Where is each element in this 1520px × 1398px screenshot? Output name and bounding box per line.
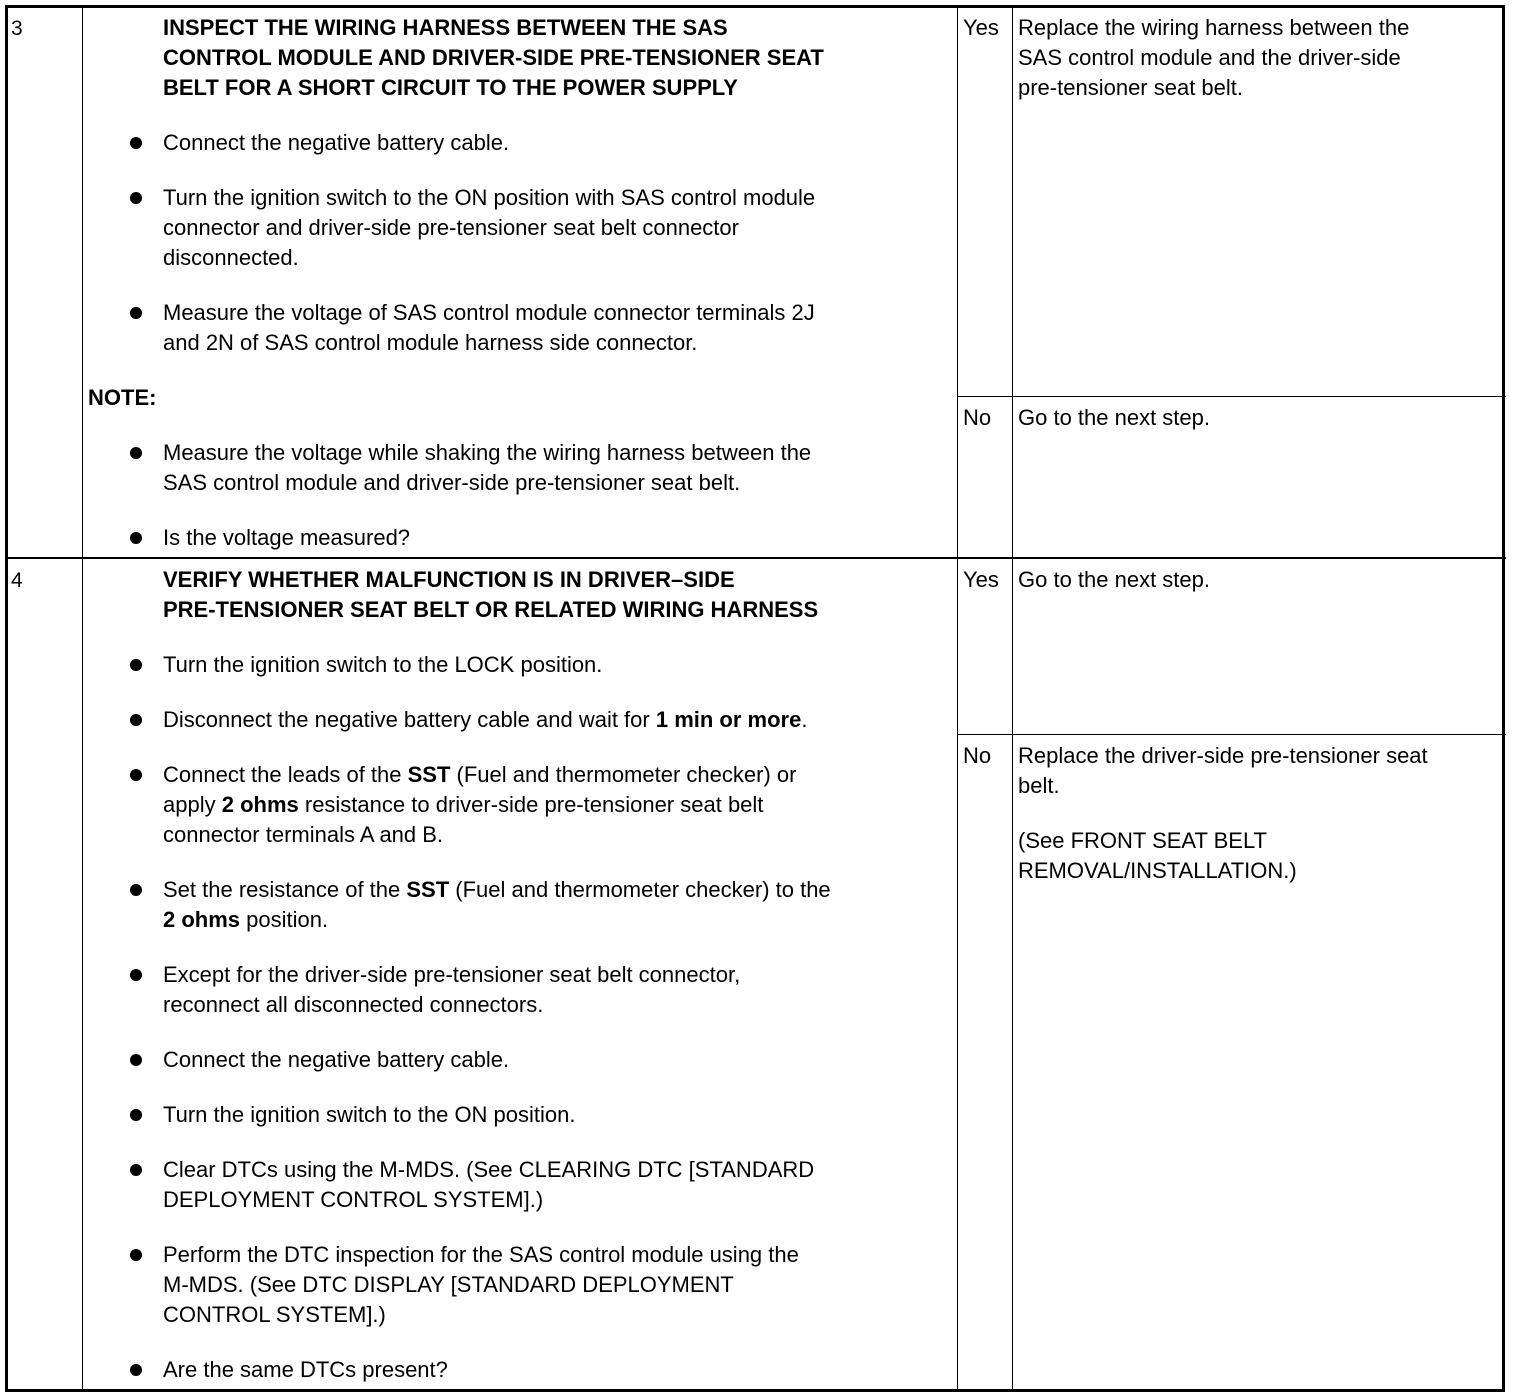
bullet-icon — [130, 1109, 142, 1121]
yes-label: Yes — [963, 15, 999, 40]
step-bullet: Connect the negative battery cable. — [163, 130, 510, 155]
bullet-icon — [130, 1364, 142, 1376]
note-label: NOTE: — [88, 385, 157, 410]
bullet-icon — [130, 1164, 142, 1176]
col-divider-step — [82, 6, 83, 1392]
no-action: Go to the next step. — [1018, 405, 1211, 430]
col-divider-result — [957, 6, 958, 1392]
no-label: No — [963, 405, 992, 430]
step-heading: INSPECT THE WIRING HARNESS BETWEEN THE SAS CONTROL MODULE AND DRIVER-SIDE PRE-TENSIONER SEAT BELT FOR A SHORT CIRCUIT TO THE POWER SUPPLY — [163, 15, 824, 100]
row4-yes-no-divider — [957, 734, 1506, 735]
step-number: 4 — [11, 569, 23, 592]
step-bullet: Except for the driver-side pre-tensioner seat belt connector, reconnect all disconnected connectors. — [163, 962, 741, 1017]
yes-action: Go to the next step. — [1018, 567, 1211, 592]
step-bullet: Disconnect the negative battery cable and wait for 1 min or more. — [163, 707, 808, 732]
no-action-reference: (See FRONT SEAT BELT REMOVAL/INSTALLATION.) — [1018, 828, 1297, 883]
col-divider-action — [1012, 6, 1013, 1392]
step-bullet: Measure the voltage of SAS control module connector terminals 2J and 2N of SAS control module harness side connector. — [163, 300, 815, 355]
step-bullet: Turn the ignition switch to the LOCK position. — [163, 652, 603, 677]
step-number: 3 — [11, 17, 23, 40]
step-bullet: Turn the ignition switch to the ON position. — [163, 1102, 576, 1127]
step-bullet: Set the resistance of the SST (Fuel and thermometer checker) to the 2 ohms position. — [163, 877, 831, 932]
bullet-icon — [130, 1054, 142, 1066]
no-label: No — [963, 743, 992, 768]
bullet-icon — [130, 884, 142, 896]
step-bullet: Connect the leads of the SST (Fuel and thermometer checker) or apply 2 ohms resistance to driver-side pre-tensioner seat belt connector terminals A and B. — [163, 762, 797, 847]
step-bullet: Turn the ignition switch to the ON position with SAS control module connector and driver-side pre-tensioner seat belt connector disconnected. — [163, 185, 816, 270]
step-question: Are the same DTCs present? — [163, 1357, 448, 1382]
bullet-icon — [130, 137, 142, 149]
yes-action: Replace the wiring harness between the SAS control module and the driver-side pre-tensioner seat belt. — [1018, 15, 1410, 100]
bullet-icon — [130, 532, 142, 544]
step-heading: VERIFY WHETHER MALFUNCTION IS IN DRIVER–SIDE PRE-TENSIONER SEAT BELT OR RELATED WIRING HARNESS — [163, 567, 819, 622]
step-bullet: Measure the voltage while shaking the wiring harness between the SAS control module and driver-side pre-tensioner seat belt. — [163, 440, 812, 495]
bullet-icon — [130, 714, 142, 726]
bullet-icon — [130, 969, 142, 981]
no-action: Replace the driver-side pre-tensioner seat belt. — [1018, 743, 1428, 798]
step-bullet: Perform the DTC inspection for the SAS control module using the M-MDS. (See DTC DISPLAY [STANDARD DEPLOYMENT CONTROL SYSTEM].) — [163, 1242, 799, 1327]
bullet-icon — [130, 1249, 142, 1261]
step-question: Is the voltage measured? — [163, 525, 411, 550]
row3-yes-no-divider — [957, 396, 1506, 397]
step-bullet: Connect the negative battery cable. — [163, 1047, 510, 1072]
row-divider — [6, 557, 1506, 559]
yes-label: Yes — [963, 567, 999, 592]
bullet-icon — [130, 447, 142, 459]
bullet-icon — [130, 307, 142, 319]
bullet-icon — [130, 769, 142, 781]
bullet-icon — [130, 192, 142, 204]
step-bullet: Clear DTCs using the M-MDS. (See CLEARING DTC [STANDARD DEPLOYMENT CONTROL SYSTEM].) — [163, 1157, 815, 1212]
bullet-icon — [130, 659, 142, 671]
